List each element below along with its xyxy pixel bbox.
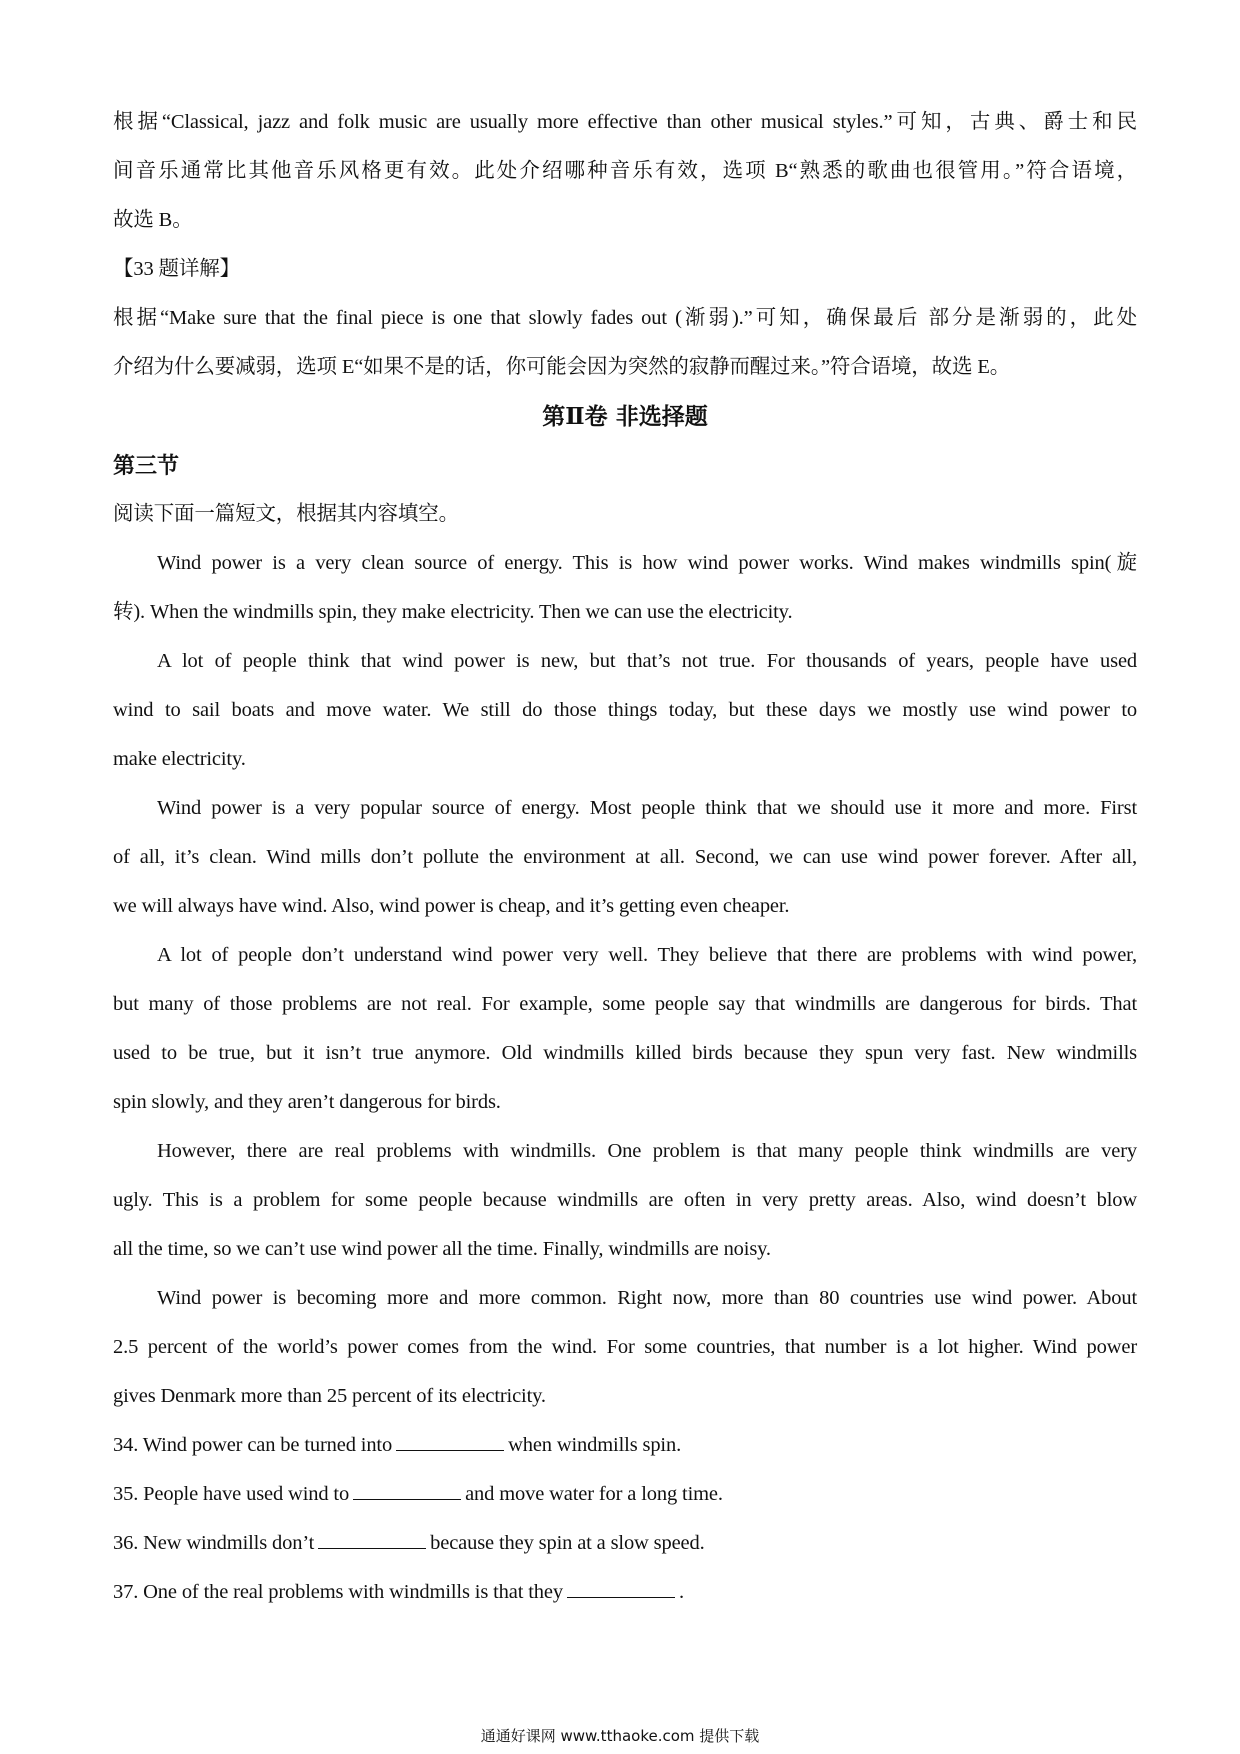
section-title: 第Ⅱ卷 非选择题 xyxy=(542,403,708,430)
question-35 xyxy=(113,1470,1137,1519)
question-text: and move water for a long time. xyxy=(465,1483,723,1505)
passage-line: 2.5 percent of the world’s power comes from the wind. For some countries, that number is a lot higher. Wind power xyxy=(113,1336,1137,1358)
analysis-33-heading: 【33 题详解】 xyxy=(113,258,240,280)
analysis-33-line: 介绍为什么要减弱，选项 E“如果不是的话，你可能会因为突然的寂静而醒过来。”符合语境，故选 E。 xyxy=(113,356,1011,378)
answer-blank[interactable] xyxy=(318,1530,426,1549)
question-text: 34. Wind power can be turned into xyxy=(113,1434,393,1456)
passage-line: Wind power is a very clean source of energy. This is how wind power works. Wind makes windmills spin(旋 xyxy=(157,552,1137,574)
page-footer: 通通好课网 www.tthaoke.com 提供下载 xyxy=(480,1727,760,1745)
passage-line: ugly. This is a problem for some people because windmills are often in very pretty areas. Also, wind doesn’t blow xyxy=(113,1189,1137,1211)
passage-line: used to be true, but it isn’t true anymore. Old windmills killed birds because they spun very fast. New windmills xyxy=(113,1042,1137,1064)
question-36 xyxy=(113,1519,1137,1568)
passage-line: gives Denmark more than 25 percent of its electricity. xyxy=(113,1385,546,1407)
question-text: . xyxy=(678,1581,684,1603)
question-text: because they spin at a slow speed. xyxy=(430,1532,705,1554)
analysis-32-line: 间音乐通常比其他音乐风格更有效。此处介绍哪种音乐有效，选项 B“熟悉的歌曲也很管用。”符合语境， xyxy=(113,160,1137,182)
answer-blank[interactable] xyxy=(396,1432,504,1451)
passage-line: Wind power is becoming more and more common. Right now, more than 80 countries use wind power. About xyxy=(157,1287,1137,1309)
answer-blank[interactable] xyxy=(353,1481,461,1500)
passage-line: of all, it’s clean. Wind mills don’t pollute the environment at all. Second, we can use wind power forever. After all, xyxy=(113,846,1137,868)
reading-passage xyxy=(113,539,1137,1421)
analysis-32 xyxy=(113,98,1137,245)
passage-line: wind to sail boats and move water. We still do those things today, but these days we mostly use wind power to xyxy=(113,699,1137,721)
passage-line: but many of those problems are not real. For example, some people say that windmills are dangerous for birds. That xyxy=(113,993,1137,1015)
analysis-33 xyxy=(113,245,1137,392)
answer-blank[interactable] xyxy=(567,1579,675,1598)
page-content xyxy=(113,98,1137,1617)
passage-line: A lot of people think that wind power is new, but that’s not true. For thousands of years, people have used xyxy=(157,650,1137,672)
question-text: 35. People have used wind to xyxy=(113,1483,350,1505)
section-instruction: 阅读下面一篇短文，根据其内容填空。 xyxy=(113,503,459,525)
section-subtitle: 第三节 xyxy=(113,453,180,479)
passage-line: However, there are real problems with windmills. One problem is that many people think windmills are very xyxy=(157,1140,1137,1162)
passage-line: 转). When the windmills spin, they make electricity. Then we can use the electricity. xyxy=(113,601,793,623)
question-text: 36. New windmills don’t xyxy=(113,1532,315,1554)
passage-line: make electricity. xyxy=(113,748,246,770)
question-34 xyxy=(113,1421,1137,1470)
question-37 xyxy=(113,1568,1137,1617)
analysis-32-line: 故选 B。 xyxy=(113,209,193,231)
question-text: when windmills spin. xyxy=(508,1434,682,1456)
passage-line: spin slowly, and they aren’t dangerous for birds. xyxy=(113,1091,501,1113)
passage-line: we will always have wind. Also, wind power is cheap, and it’s getting even cheaper. xyxy=(113,895,790,917)
question-list xyxy=(113,1421,1137,1617)
analysis-32-line: 根据“Classical, jazz and folk music are usually more effective than other musical styles.”可知，古典、爵士和民 xyxy=(113,111,1137,133)
passage-line: Wind power is a very popular source of energy. Most people think that we should use it more and more. First xyxy=(157,797,1137,819)
passage-line: A lot of people don’t understand wind power very well. They believe that there are problems with wind power, xyxy=(157,944,1137,966)
question-text: 37. One of the real problems with windmills is that they xyxy=(113,1581,563,1603)
analysis-33-line: 根据“Make sure that the final piece is one that slowly fades out (渐弱).”可知，确保最后 部分是渐弱的，此处 xyxy=(113,307,1137,329)
passage-line: all the time, so we can’t use wind power all the time. Finally, windmills are noisy. xyxy=(113,1238,771,1260)
